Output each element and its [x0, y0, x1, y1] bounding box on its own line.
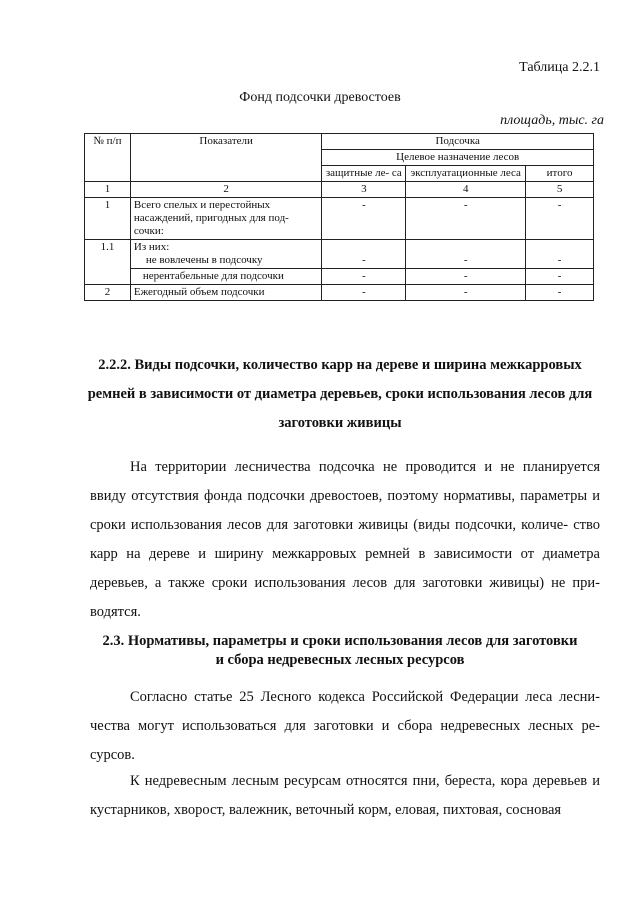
- row-label-sub: не вовлечены в подсочку: [145, 254, 263, 266]
- row-label-lead: Из них:: [133, 241, 170, 253]
- row-num: 1: [85, 198, 131, 240]
- table-unit: площадь, тыс. га: [500, 113, 604, 128]
- section-23-heading: [80, 632, 600, 670]
- row-protective: -: [322, 269, 406, 285]
- section-222-heading: 2.2.2. Виды подсочки, количество карр на дереве и ширина межкарровых ремней в зависимости от диаметра деревьев, сроки использования лесов для заготовки живицы: [87, 357, 593, 431]
- table-row: [85, 269, 594, 285]
- row-label: Всего спелых и перестойных насаждений, пригодных для под- сочки:: [130, 198, 322, 240]
- row-exploitation: -: [406, 198, 526, 240]
- row-label: нерентабельные для подсочки: [130, 269, 322, 285]
- table-title: Фонд подсочки древостоев: [239, 90, 401, 105]
- col-number: 5: [526, 182, 594, 198]
- tapping-fund-table: [84, 133, 594, 301]
- table-row: [85, 240, 594, 269]
- table-row: [85, 285, 594, 301]
- table-header-row: [85, 134, 594, 150]
- row-exploitation: -: [406, 240, 526, 269]
- row-exploitation: -: [406, 285, 526, 301]
- row-total: -: [526, 285, 594, 301]
- section-23-paragraph-1: [90, 683, 600, 770]
- row-protective: -: [322, 285, 406, 301]
- header-protective: защитные ле- са: [322, 166, 406, 182]
- row-num: 2: [85, 285, 131, 301]
- column-numbers-row: [85, 182, 594, 198]
- paragraph-text: На территории лесничества подсочка не проводится и не планируется ввиду отсутствия фонда подсочки древостоев, поэтому нормативы, параметры и сроки использования лесов для заготовки живицы (виды подсочки, количе- ство карр на дереве и ширину межкарровых ремней в зависимости от диаметра деревьев, а также сроки использования лесов для заготовки живицы) не при- водятся.: [90, 459, 600, 620]
- header-num: № п/п: [85, 134, 131, 182]
- row-num: 1.1: [85, 240, 131, 285]
- col-number: 3: [322, 182, 406, 198]
- col-number: 2: [130, 182, 322, 198]
- row-protective: -: [322, 198, 406, 240]
- row-exploitation: -: [406, 269, 526, 285]
- col-number: 4: [406, 182, 526, 198]
- paragraph-text: Согласно статье 25 Лесного кодекса Российской Федерации леса лесни- чества могут использоваться для заготовки и сбора недревесных лесных ре- сурсов.: [90, 689, 600, 763]
- section-23-paragraph-2: [90, 767, 600, 825]
- row-total: -: [526, 269, 594, 285]
- section-23-heading-line1: 2.3. Нормативы, параметры и сроки использования лесов для заготовки: [102, 633, 578, 649]
- header-total: итого: [526, 166, 594, 182]
- row-protective: -: [322, 240, 406, 269]
- section-23-heading-line2: и сбора недревесных лесных ресурсов: [215, 652, 465, 668]
- header-indicators: Показатели: [130, 134, 322, 182]
- table-row: [85, 198, 594, 240]
- row-total: -: [526, 240, 594, 269]
- row-label: [130, 240, 322, 269]
- col-number: 1: [85, 182, 131, 198]
- row-total: -: [526, 198, 594, 240]
- paragraph-text: К недревесным лесным ресурсам относятся пни, береста, кора деревьев и кустарников, хворост, валежник, веточный корм, еловая, пихтовая, сосновая: [90, 773, 600, 818]
- table-caption: Таблица 2.2.1: [519, 60, 600, 75]
- header-purpose: Целевое назначение лесов: [322, 150, 594, 166]
- row-label: Ежегодный объем подсочки: [130, 285, 322, 301]
- section-222-paragraph: [90, 453, 600, 627]
- header-tapping: Подсочка: [322, 134, 594, 150]
- header-exploitation: эксплуатационные леса: [406, 166, 526, 182]
